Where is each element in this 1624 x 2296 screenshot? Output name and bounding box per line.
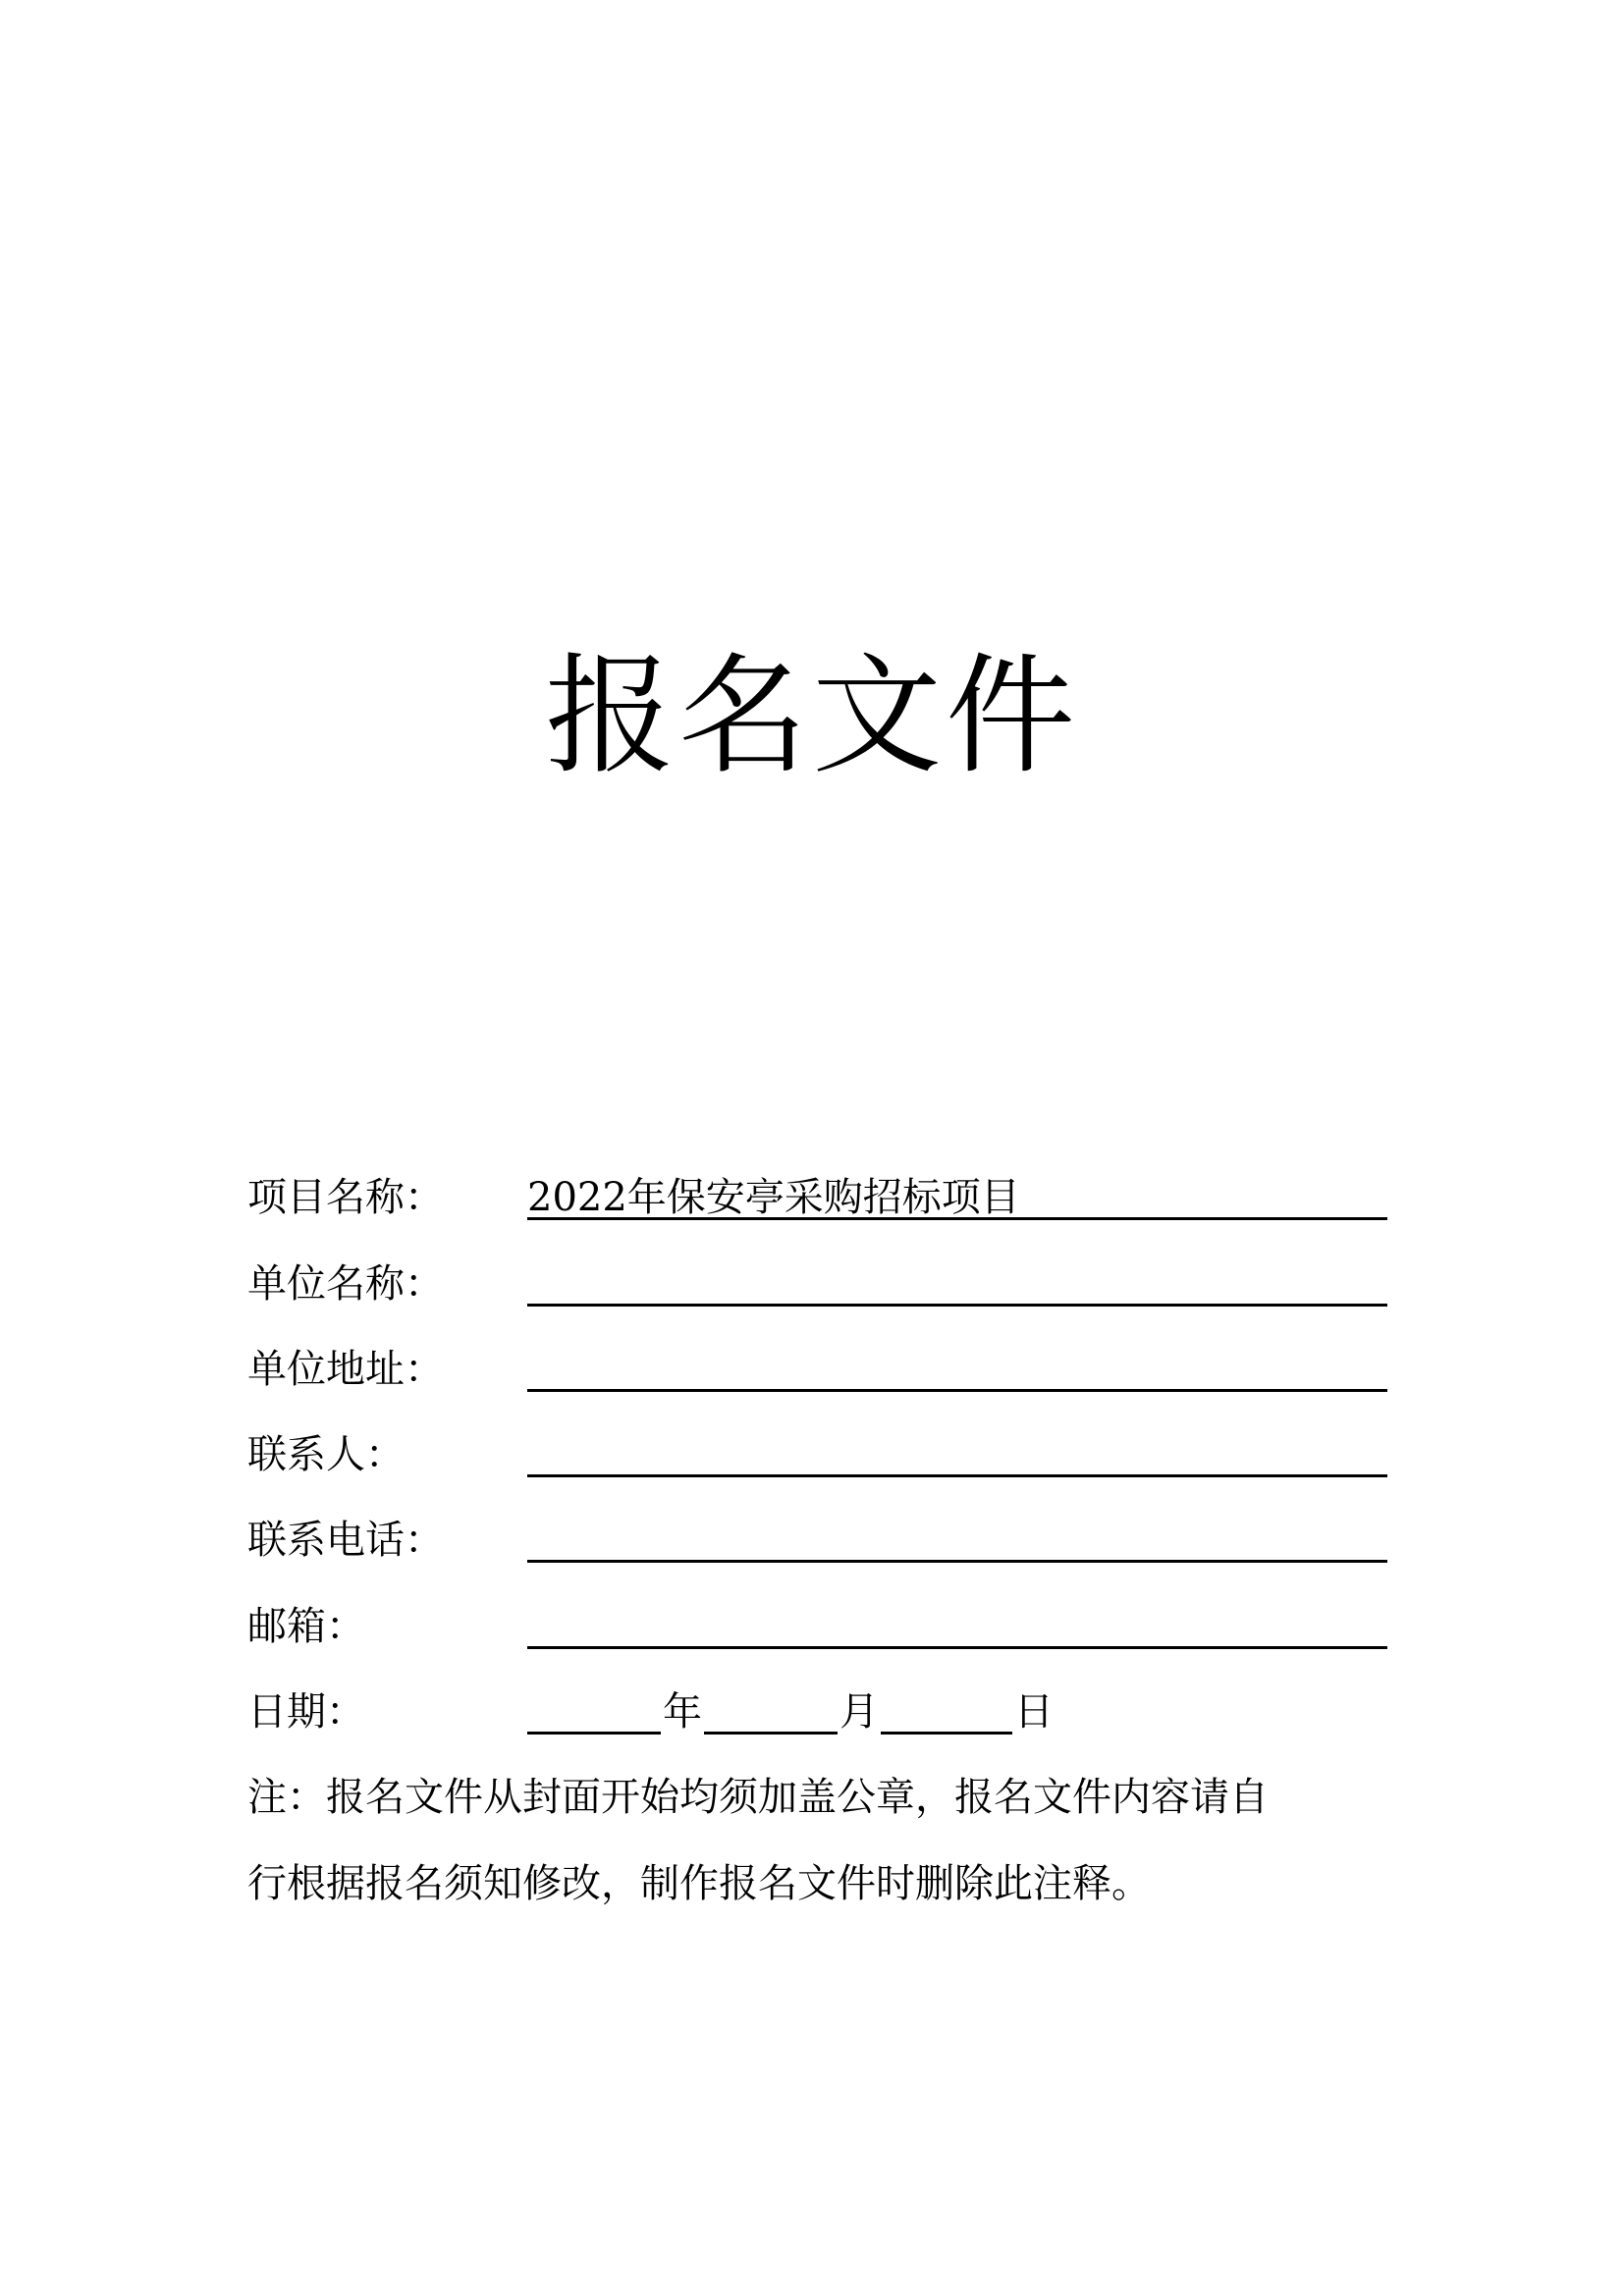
contact-person-label: 联系人：	[247, 1432, 405, 1477]
document-title: 报名文件	[545, 641, 1079, 792]
date-day-blank[interactable]	[881, 1732, 1012, 1735]
unit-name-label: 单位名称：	[247, 1261, 444, 1307]
contact-phone-label: 联系电话：	[247, 1518, 444, 1563]
unit-name-underline	[527, 1304, 1387, 1307]
date-label: 日期：	[247, 1689, 365, 1735]
email-underline	[527, 1646, 1387, 1649]
note-line-1: 注：报名文件从封面开始均须加盖公章，报名文件内容请自	[247, 1775, 1269, 1820]
contact-person-underline	[527, 1474, 1387, 1477]
note-line-2: 行根据报名须知修改，制作报名文件时删除此注释。	[247, 1861, 1151, 1906]
date-year-unit: 年	[663, 1689, 702, 1735]
email-label: 邮箱：	[247, 1604, 365, 1649]
unit-address-label: 单位地址：	[247, 1347, 444, 1392]
date-month-blank[interactable]	[704, 1732, 838, 1735]
project-name-underline	[527, 1217, 1387, 1220]
unit-address-underline	[527, 1389, 1387, 1392]
date-day-unit: 日	[1014, 1689, 1054, 1735]
contact-phone-underline	[527, 1560, 1387, 1563]
date-year-blank[interactable]	[527, 1732, 661, 1735]
project-name-value[interactable]: 2022年保安亭采购招标项目	[527, 1175, 1020, 1220]
project-name-label: 项目名称：	[247, 1175, 444, 1220]
date-month-unit: 月	[839, 1689, 879, 1735]
